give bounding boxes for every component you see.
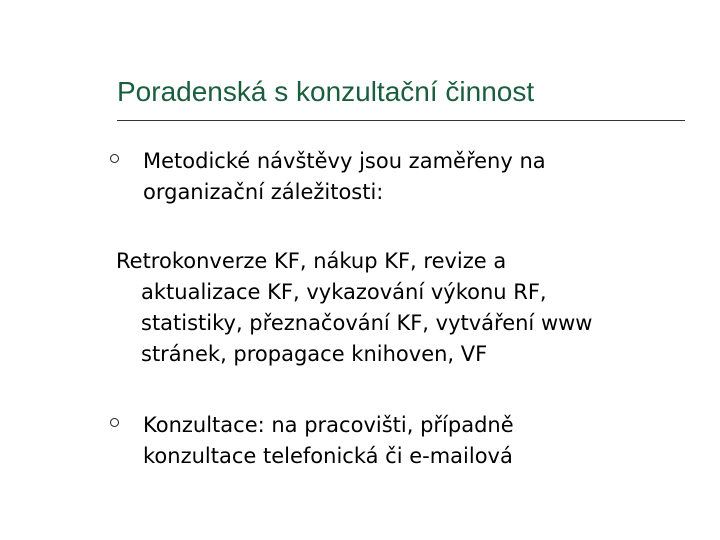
body-paragraph — [116, 246, 701, 370]
bullet-text: Konzultace: na pracovišti, případně konzultace telefonická či e-mailová — [143, 413, 514, 468]
slide-title: Poradenská s konzultační činnost — [117, 76, 535, 107]
hollow-circle-bullet-icon — [110, 154, 119, 163]
bullet-text: Metodické návštěvy jsou zaměřeny na organizační záležitosti: — [143, 149, 546, 204]
paragraph-line: stránek, propagace knihoven, VF — [141, 342, 488, 366]
paragraph-line: Retrokonverze KF, nákup KF, revize a — [116, 249, 507, 273]
paragraph-line: aktualizace KF, vykazování výkonu RF, — [141, 280, 547, 304]
hollow-circle-bullet-icon — [110, 418, 119, 427]
paragraph-line: statistiky, přeznačování KF, vytváření www — [141, 311, 593, 335]
title-divider — [117, 120, 685, 121]
